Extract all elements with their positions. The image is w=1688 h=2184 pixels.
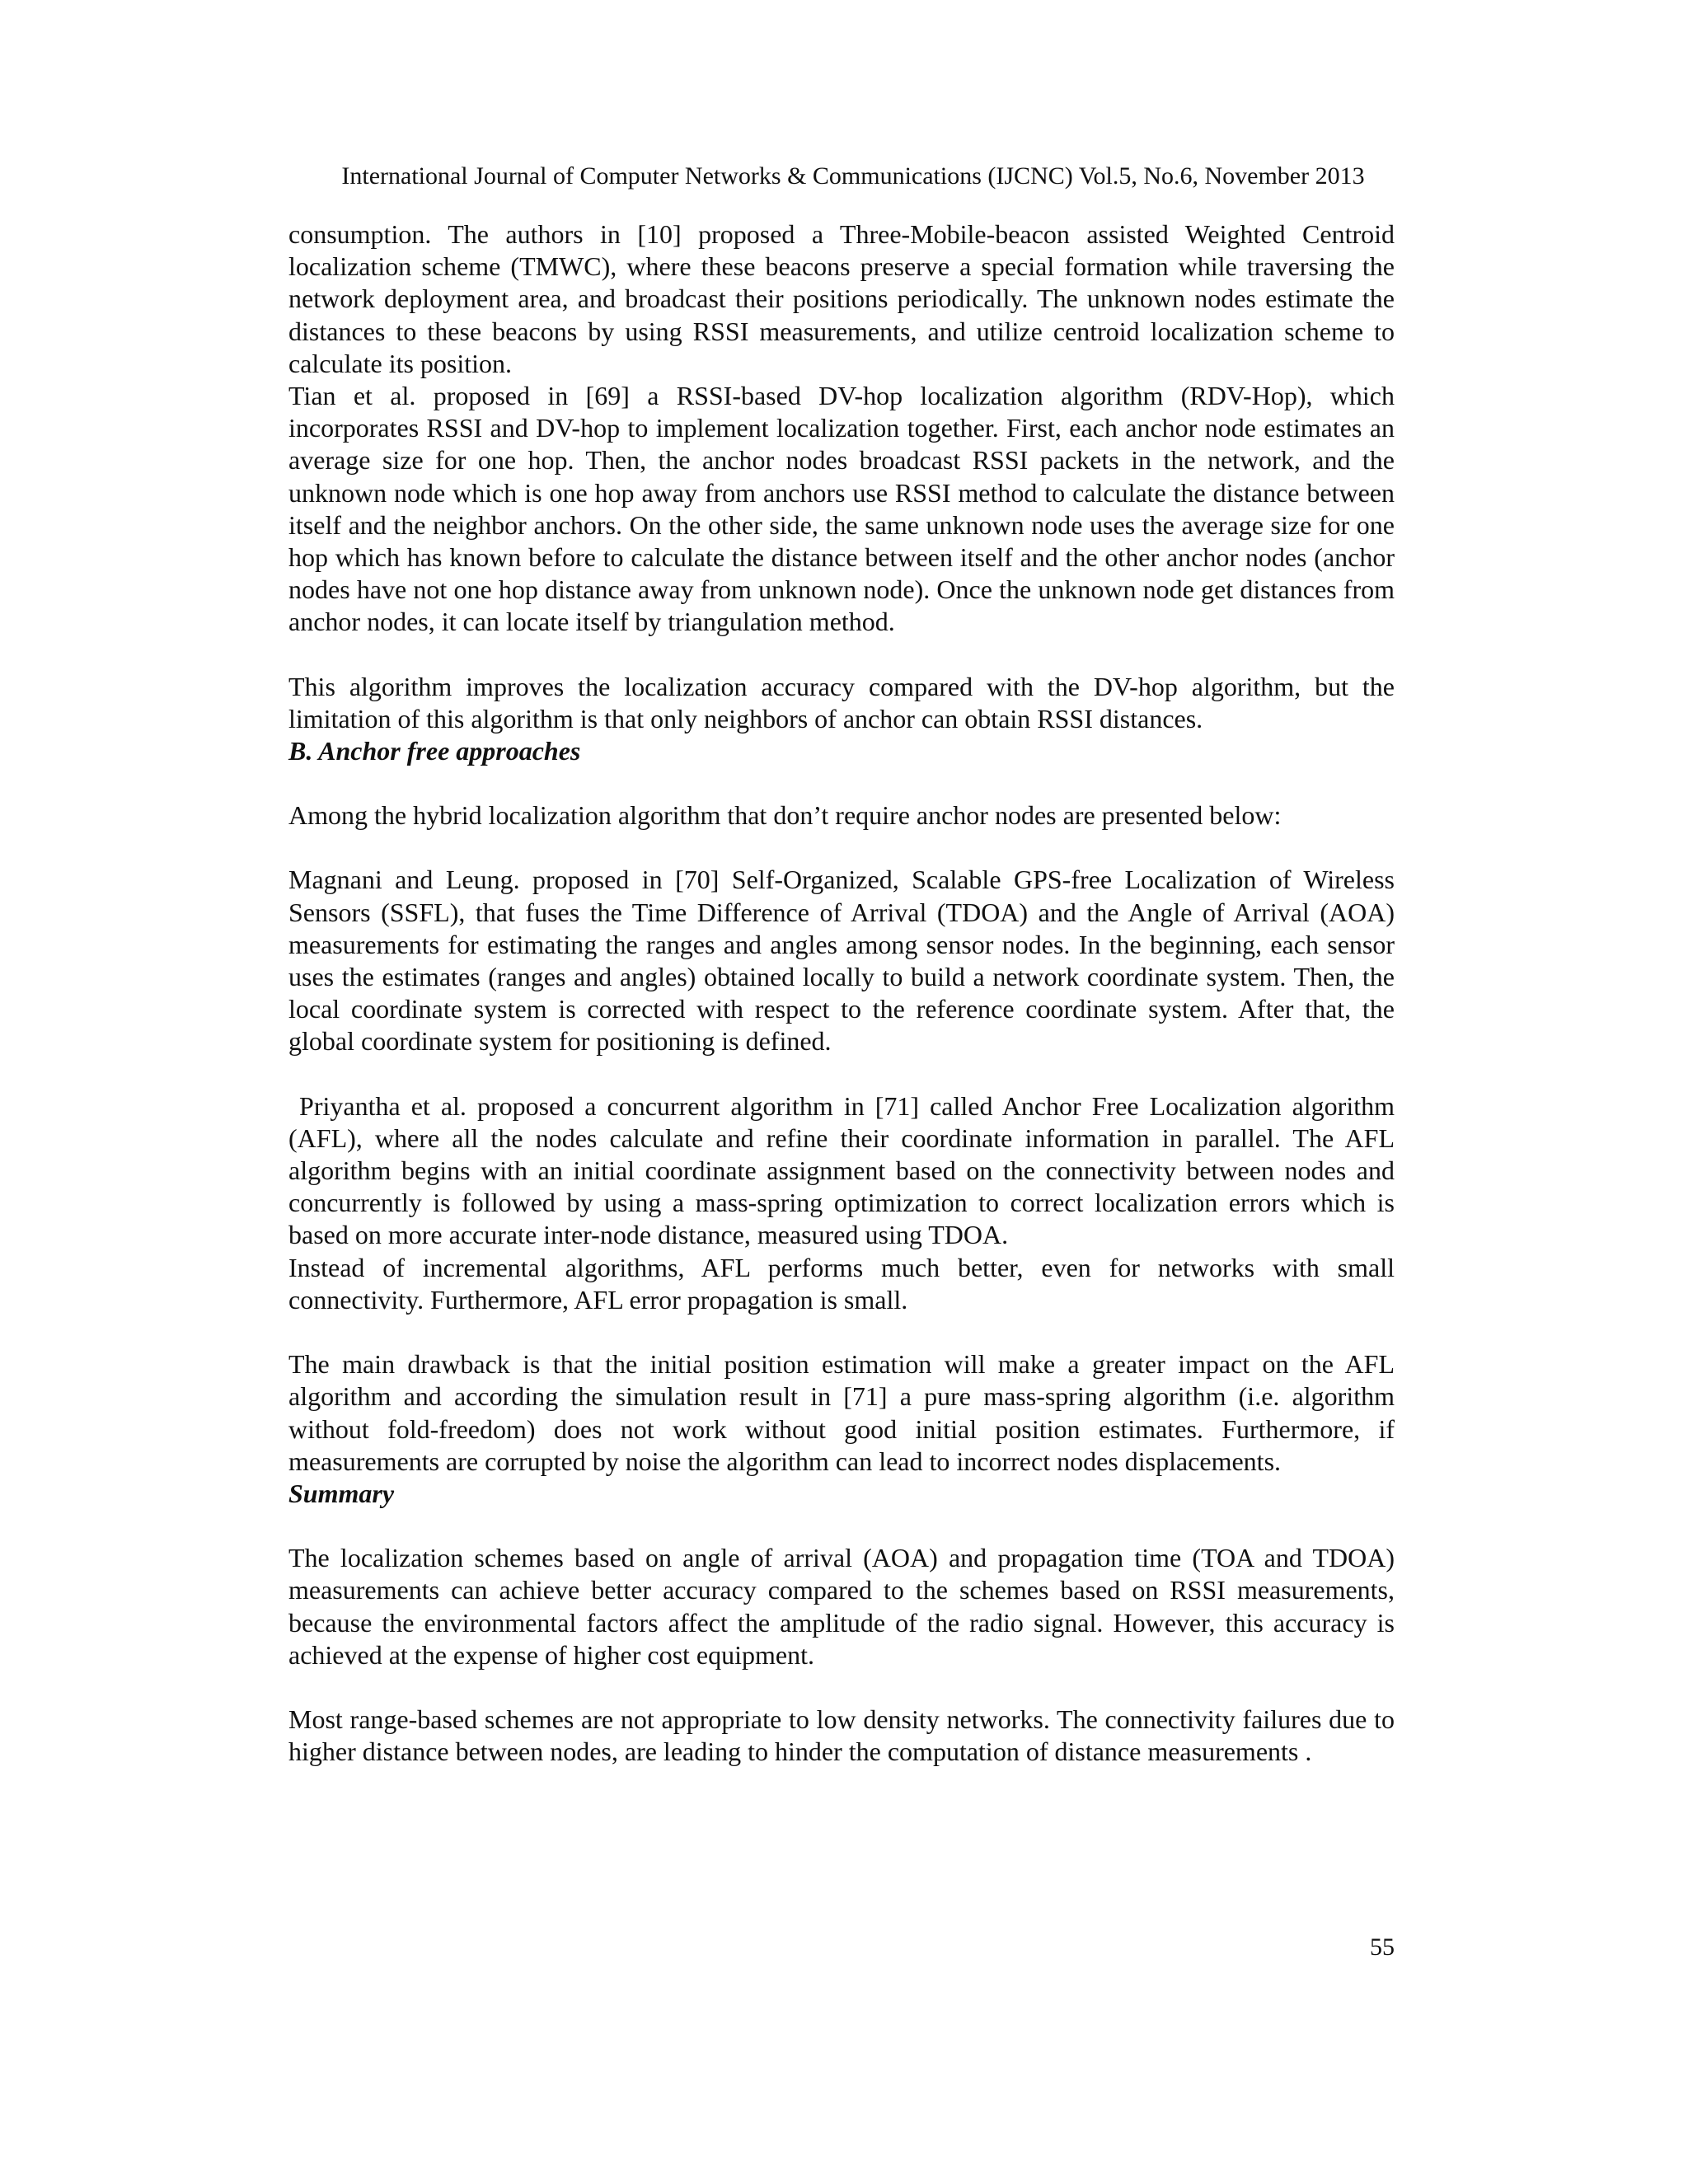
section-heading-anchor-free: B. Anchor free approaches	[288, 736, 581, 766]
paragraph-summary-density: Most range-based schemes are not appropriate to low density networks. The connectivity failures due to higher distance between nodes, are leading to hinder the computation of distance measurements .	[288, 1704, 1395, 1767]
paragraph-afl	[288, 1090, 1395, 1252]
paragraph-rdv-hop-evaluation: This algorithm improves the localization accuracy compared with the DV-hop algorithm, but the limitation of this algorithm is that only neighbors of anchor can obtain RSSI distances.	[288, 671, 1395, 733]
paragraph-ssfl: Magnani and Leung. proposed in [70] Self-Organized, Scalable GPS-free Localization of Wireless Sensors (SSFL), that fuses the Time Difference of Arrival (TDOA) and the Angle of Arrival (AOA) measurements for estimating the ranges and angles among sensor nodes. In the beginning, each sensor uses the estimates (ranges and angles) obtained locally to build a network coordinate system. Then, the local coordinate system is corrected with respect to the reference coordinate system. After that, the global coordinate system for positioning is defined.	[288, 865, 1395, 1057]
page-number: 55	[1370, 1933, 1395, 1961]
paragraph-rdv-hop: Tian et al. proposed in [69] a RSSI-based DV-hop localization algorithm (RDV-Hop), which incorporates RSSI and DV-hop to implement localization together. First, each anchor node estimates an average size for one hop. Then, the anchor nodes broadcast RSSI packets in the network, and the unknown node which is one hop away from anchors use RSSI method to calculate the distance between itself and the neighbor anchors. On the other side, the same unknown node uses the average size for one hop which has known before to calculate the distance between itself and the other anchor nodes (anchor nodes have not one hop distance away from unknown node). Once the unknown node get distances from anchor nodes, it can locate itself by triangulation method.	[288, 381, 1395, 637]
paragraph-afl-text: Priyantha et al. proposed a concurrent algorithm in [71] called Anchor Free Localization algorithm (AFL), where all the nodes calculate and refine their coordinate information in parallel. The AFL algorithm begins with an initial coordinate assignment based on the connectivity between nodes and concurrently is followed by using a mass-spring optimization to correct localization errors which is based on more accurate inter-node distance, measured using TDOA.	[288, 1090, 1395, 1250]
journal-running-header: International Journal of Computer Networks & Communications (IJCNC) Vol.5, No.6, November 2013	[341, 162, 1365, 190]
paragraph-summary-accuracy: The localization schemes based on angle of arrival (AOA) and propagation time (TOA and TDOA) measurements can achieve better accuracy compared to the schemes based on RSSI measurements, because the environmental factors affect the amplitude of the radio signal. However, this accuracy is achieved at the expense of higher cost equipment.	[288, 1543, 1395, 1670]
paragraph-anchor-free-intro: Among the hybrid localization algorithm that don’t require anchor nodes are presented below:	[288, 800, 1282, 831]
page-body	[288, 218, 1395, 1768]
paragraph-tmwc: consumption. The authors in [10] proposed a Three-Mobile-beacon assisted Weighted Centroid localization scheme (TMWC), where these beacons preserve a special formation while traversing the network deployment area, and broadcast their positions periodically. The unknown nodes estimate the distances to these beacons by using RSSI measurements, and utilize centroid localization scheme to calculate its position.	[288, 219, 1395, 378]
paragraph-afl-drawback: The main drawback is that the initial position estimation will make a greater impact on the AFL algorithm and according the simulation result in [71] a pure mass-spring algorithm (i.e. algorithm without fold-freedom) does not work without good initial position estimates. Furthermore, if measurements are corrupted by noise the algorithm can lead to incorrect nodes displacements.	[288, 1349, 1395, 1476]
paragraph-afl-performance: Instead of incremental algorithms, AFL performs much better, even for networks with small connectivity. Furthermore, AFL error propagation is small.	[288, 1252, 1395, 1315]
section-heading-summary: Summary	[288, 1478, 395, 1508]
